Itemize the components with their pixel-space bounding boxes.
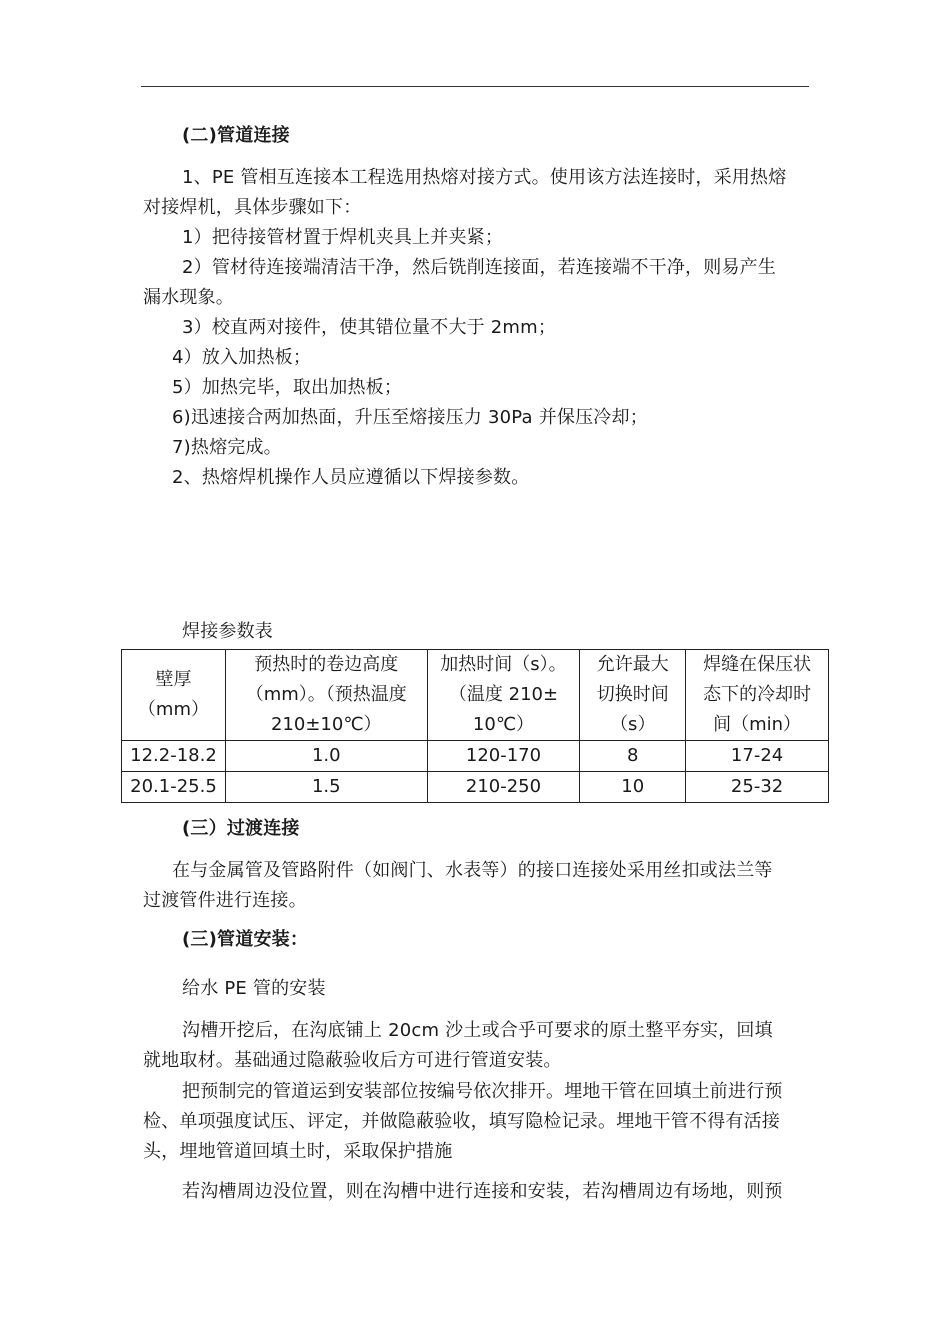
paragraph-line: 1、PE 管相互连接本工程选用热熔对接方式。使用该方法连接时，采用热熔: [182, 167, 787, 188]
header-line: （s）: [610, 714, 656, 735]
table-cell: 1.0: [225, 741, 427, 772]
header-rule: [141, 86, 809, 87]
header-cell: [580, 650, 686, 741]
header-line: 焊缝在保压状: [703, 654, 812, 675]
paragraph-line: 就地取材。基础通过隐蔽验收后方可进行管道安装。: [143, 1050, 562, 1071]
paragraph-line: 对接焊机，具体步骤如下：: [143, 197, 362, 218]
header-line: （mm）: [137, 699, 209, 720]
step-item: 6)迅速接合两加热面，升压至熔接压力 30Pa 并保压冷却；: [172, 407, 648, 428]
table-caption: 焊接参数表: [182, 621, 273, 642]
paragraph-line: 检、单项强度试压、评定，并做隐蔽验收，填写隐检记录。埋地干管不得有活接: [143, 1111, 780, 1132]
table-row: [122, 741, 829, 772]
subheading: 给水 PE 管的安装: [182, 978, 326, 999]
header-line: 态下的冷却时: [703, 684, 812, 705]
header-line: 10℃）: [472, 714, 535, 735]
paragraph-line: 若沟槽周边没位置，则在沟槽中进行连接和安装，若沟槽周边有场地，则预: [182, 1181, 783, 1202]
header-line: 210±10℃）: [270, 714, 382, 735]
table-cell: 10: [580, 772, 686, 803]
header-line: 切换时间: [596, 684, 669, 705]
table-cell: 17-24: [686, 741, 829, 772]
header-cell: [686, 650, 829, 741]
table-cell: 120-170: [427, 741, 580, 772]
table-cell: 20.1-25.5: [122, 772, 226, 803]
section-heading: (三）过渡连接: [182, 818, 300, 839]
header-line: 允许最大: [596, 654, 669, 675]
step-item: 7)热熔完成。: [172, 437, 282, 458]
header-line: 预热时的卷边高度: [254, 654, 399, 675]
step-item: 2）管材待连接端清洁干净，然后铣削连接面，若连接端不干净，则易产生: [182, 257, 777, 278]
table-cell: 12.2-18.2: [122, 741, 226, 772]
step-item: 漏水现象。: [143, 287, 234, 308]
header-line: 间（min）: [713, 714, 802, 735]
paragraph-line: 2、热熔焊机操作人员应遵循以下焊接参数。: [172, 467, 530, 488]
header-line: 加热时间（s）。: [440, 654, 567, 675]
section-heading: (三)管道安装：: [182, 929, 309, 950]
header-line: 壁厚: [155, 669, 192, 690]
paragraph-line: 把预制完的管道运到安装部位按编号依次排开。埋地干管在回填土前进行预: [182, 1081, 783, 1102]
weld-parameter-table: [121, 649, 829, 803]
header-line: （mm）。（预热温度: [245, 684, 407, 705]
step-item: 5）加热完毕，取出加热板；: [172, 377, 403, 398]
table-cell: 210-250: [427, 772, 580, 803]
table-cell: 8: [580, 741, 686, 772]
table-cell: 1.5: [225, 772, 427, 803]
header-cell: [427, 650, 580, 741]
table-cell: 25-32: [686, 772, 829, 803]
step-item: 1）把待接管材置于焊机夹具上并夹紧；: [182, 227, 504, 248]
table-header-row: [122, 650, 829, 741]
header-line: （温度 210±: [448, 684, 559, 705]
paragraph-line: 过渡管件进行连接。: [143, 890, 307, 911]
paragraph-line: 在与金属管及管路附件（如阀门、水表等）的接口连接处采用丝扣或法兰等: [172, 860, 773, 881]
header-cell: [225, 650, 427, 741]
section-heading: (二)管道连接: [182, 125, 290, 146]
table-row: [122, 772, 829, 803]
paragraph-line: 沟槽开挖后，在沟底铺上 20cm 沙土或合乎可要求的原土整平夯实，回填: [182, 1020, 773, 1041]
step-item: 4）放入加热板；: [172, 347, 312, 368]
step-item: 3）校直两对接件，使其错位量不大于 2mm；: [182, 317, 557, 338]
paragraph-line: 头，埋地管道回填土时，采取保护措施: [143, 1141, 453, 1162]
header-cell: [122, 650, 226, 741]
